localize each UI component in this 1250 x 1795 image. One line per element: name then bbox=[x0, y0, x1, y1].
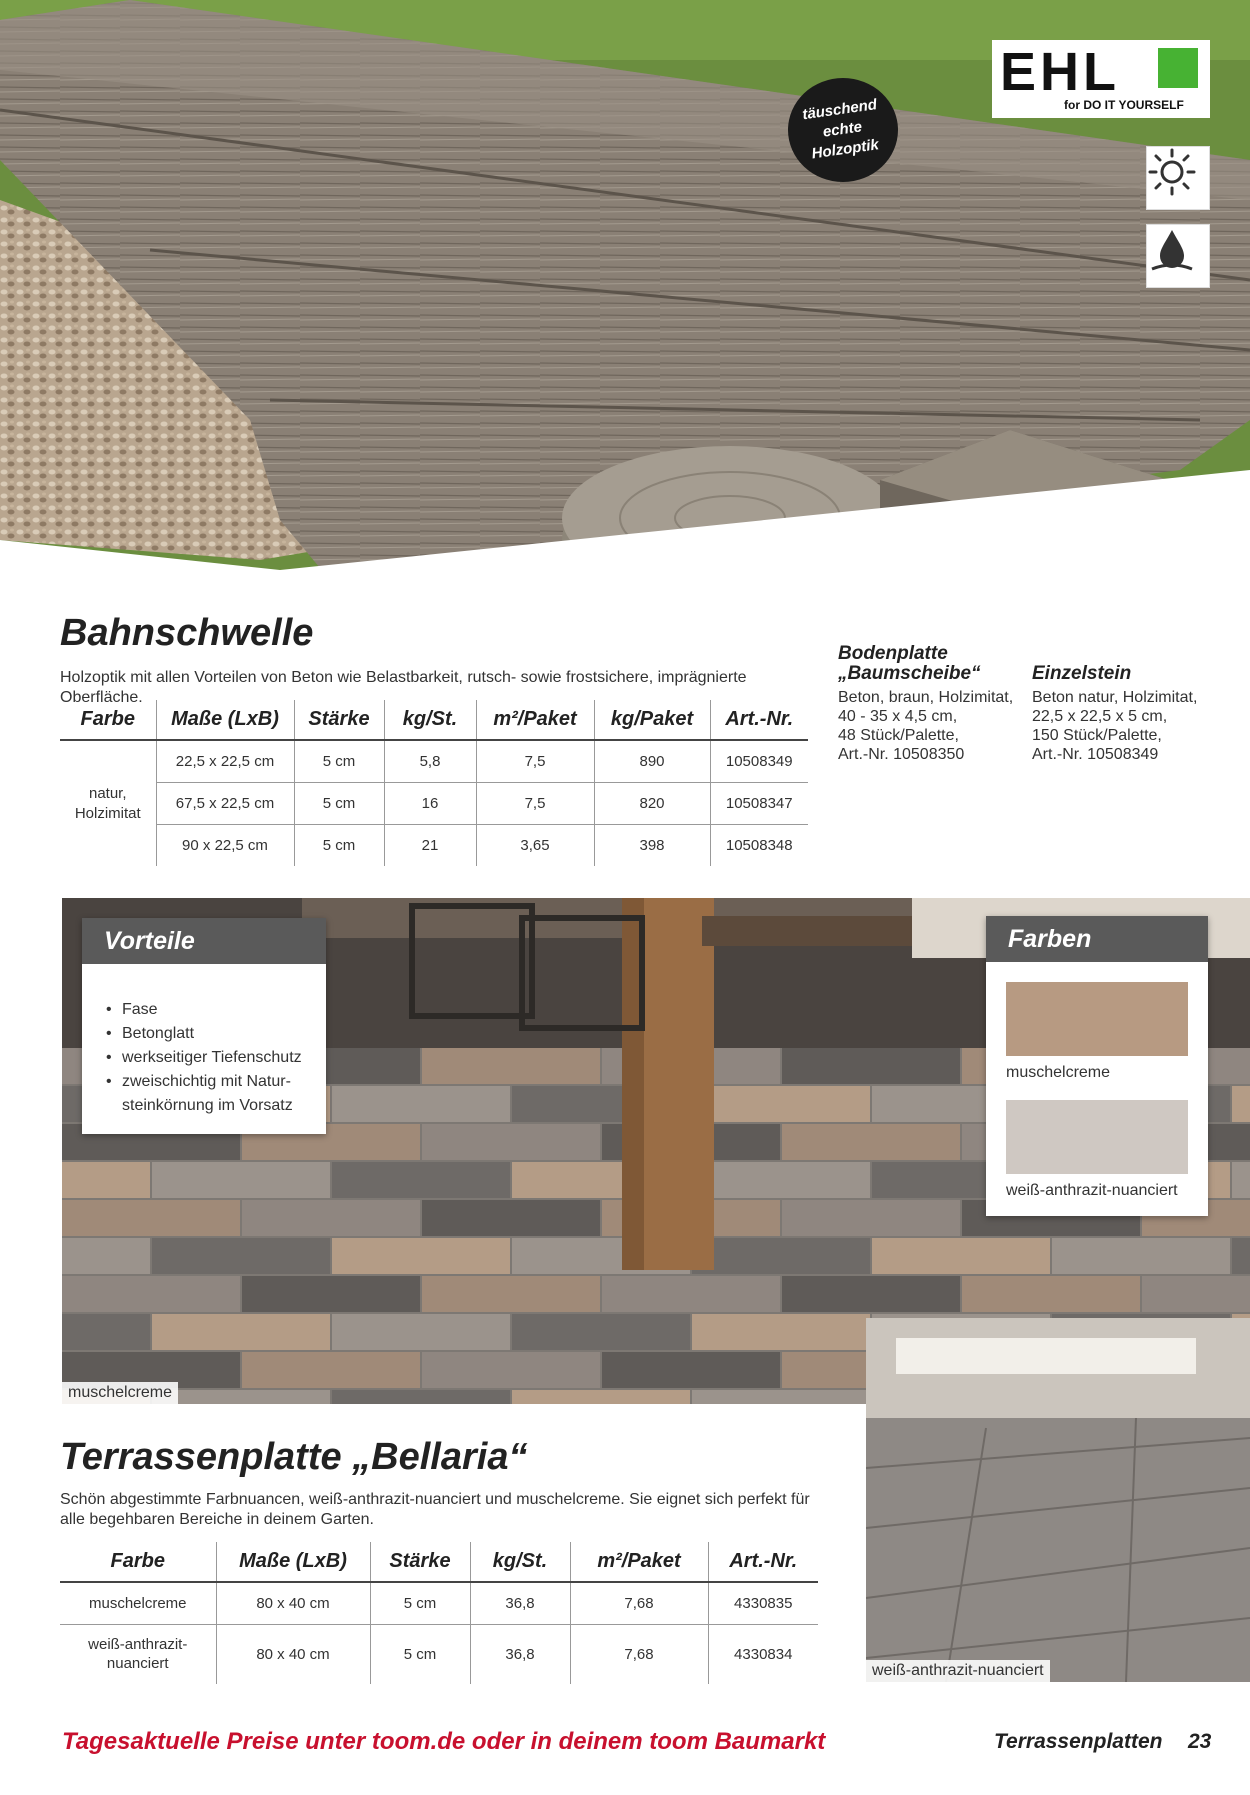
table-cell: 10508347 bbox=[710, 782, 808, 824]
table-cell: 7,5 bbox=[476, 740, 594, 782]
farben-box bbox=[986, 916, 1208, 1216]
sun-icon bbox=[1146, 146, 1210, 210]
table-cell: 5 cm bbox=[294, 824, 384, 866]
page-number: 23 bbox=[1188, 1730, 1212, 1753]
einzelstein-title: Einzelstein bbox=[1032, 663, 1132, 684]
bellaria-title: Terrassenplatte „Bellaria“ bbox=[60, 1436, 528, 1478]
table-cell: 5 cm bbox=[370, 1624, 470, 1684]
list-item: • Fase bbox=[106, 998, 302, 1022]
ehl-logo-subtitle: for DO IT YOURSELF bbox=[1064, 98, 1184, 112]
table-row bbox=[60, 1582, 818, 1624]
swatch-label: weiß-anthrazit-nuanciert bbox=[1006, 1182, 1178, 1199]
table-header: kg/St. bbox=[470, 1542, 570, 1582]
table-cell: 80 x 40 cm bbox=[216, 1624, 370, 1684]
ehl-logo-word: EHL bbox=[1000, 42, 1120, 102]
table-cell: 4330835 bbox=[708, 1582, 818, 1624]
bodenplatte-title: Bodenplatte „Baumscheibe“ bbox=[838, 643, 981, 684]
ehl-logo bbox=[992, 40, 1210, 118]
table-header: Art.-Nr. bbox=[708, 1542, 818, 1582]
table-cell: 36,8 bbox=[470, 1624, 570, 1684]
vorteile-title: Vorteile bbox=[82, 918, 326, 964]
table-cell: 5,8 bbox=[384, 740, 476, 782]
table-header-row bbox=[60, 1542, 818, 1582]
swatch-weiss-anthrazit bbox=[1006, 1100, 1188, 1174]
table-row bbox=[60, 1624, 818, 1684]
table-cell: 7,68 bbox=[570, 1582, 708, 1624]
table-cell: 3,65 bbox=[476, 824, 594, 866]
table-header: Maße (LxB) bbox=[156, 700, 294, 740]
table-header: Maße (LxB) bbox=[216, 1542, 370, 1582]
swatch-muschelcreme bbox=[1006, 982, 1188, 1056]
bellaria-description: Schön abgestimmte Farbnuancen, weiß-anthrazit-nuanciert und muschelcreme. Sie eignet sich perfekt für alle begehbaren Bereiche in deinem Garten. bbox=[60, 1491, 810, 1528]
bahnschwelle-description: Holzoptik mit allen Vorteilen von Beton wie Belastbarkeit, rutsch- sowie frostsichere, imprägnierte Oberfläche. bbox=[60, 669, 747, 706]
swatch-label: muschelcreme bbox=[1006, 1064, 1111, 1081]
table-cell: 7,68 bbox=[570, 1624, 708, 1684]
hero-image bbox=[0, 0, 1250, 640]
table-cell: 36,8 bbox=[470, 1582, 570, 1624]
table-header: m²/Paket bbox=[476, 700, 594, 740]
table-cell: 90 x 22,5 cm bbox=[156, 824, 294, 866]
table-header: m²/Paket bbox=[570, 1542, 708, 1582]
table-header: Art.-Nr. bbox=[710, 700, 808, 740]
table-row bbox=[60, 740, 808, 782]
table-cell: 5 cm bbox=[294, 740, 384, 782]
side-photo-label: weiß-anthrazit-nuanciert bbox=[866, 1660, 1050, 1682]
list-item: • werkseitiger Tiefenschutz bbox=[106, 1046, 302, 1070]
bodenplatte-description: Beton, braun, Holzimitat, 40 - 35 x 4,5 cm, 48 Stück/Palette, Art.-Nr. 10508350 bbox=[838, 689, 1014, 763]
table-cell: 5 cm bbox=[294, 782, 384, 824]
table-row bbox=[60, 782, 808, 824]
list-item: • zweischichtig mit Natur- steinkörnung im Vorsatz bbox=[106, 1070, 302, 1118]
side-photo bbox=[866, 1318, 1250, 1682]
patio-photo-label: muschelcreme bbox=[62, 1382, 178, 1404]
table-cell: 10508349 bbox=[710, 740, 808, 782]
table-cell: 820 bbox=[594, 782, 710, 824]
table-cell: 398 bbox=[594, 824, 710, 866]
footer-promo: Tagesaktuelle Preise unter toom.de oder in deinem toom Baumarkt bbox=[62, 1728, 826, 1755]
table-header: Farbe bbox=[60, 1542, 216, 1582]
table-cell: 4330834 bbox=[708, 1624, 818, 1684]
farben-title: Farben bbox=[986, 916, 1208, 962]
table-header: kg/Paket bbox=[594, 700, 710, 740]
table-cell: 67,5 x 22,5 cm bbox=[156, 782, 294, 824]
bellaria-table bbox=[60, 1542, 818, 1684]
table-cell: 21 bbox=[384, 824, 476, 866]
vorteile-list bbox=[106, 998, 302, 1118]
table-cell: 80 x 40 cm bbox=[216, 1582, 370, 1624]
bahnschwelle-table bbox=[60, 700, 808, 866]
table-row bbox=[60, 824, 808, 866]
table-cell: 10508348 bbox=[710, 824, 808, 866]
table-cell: weiß-anthrazit- nuanciert bbox=[60, 1624, 216, 1684]
holzoptik-badge bbox=[788, 78, 898, 182]
table-header-row bbox=[60, 700, 808, 740]
table-cell: 890 bbox=[594, 740, 710, 782]
holzoptik-badge-text: täuschend echte Holzoptik bbox=[801, 96, 881, 163]
vorteile-box bbox=[82, 918, 326, 1134]
table-header: Stärke bbox=[294, 700, 384, 740]
table-cell: 16 bbox=[384, 782, 476, 824]
table-cell: 7,5 bbox=[476, 782, 594, 824]
einzelstein-description: Beton natur, Holzimitat, 22,5 x 22,5 x 5 cm, 150 Stück/Palette, Art.-Nr. 10508349 bbox=[1032, 689, 1198, 763]
water-drop-icon bbox=[1146, 224, 1210, 288]
footer-section-name: Terrassenplatten bbox=[994, 1730, 1163, 1753]
table-header: Farbe bbox=[60, 700, 156, 740]
list-item: • Betonglatt bbox=[106, 1022, 302, 1046]
table-header: Stärke bbox=[370, 1542, 470, 1582]
table-cell: 22,5 x 22,5 cm bbox=[156, 740, 294, 782]
table-cell-farbe: natur, Holzimitat bbox=[74, 784, 141, 822]
ehl-logo-square bbox=[1158, 48, 1198, 88]
table-cell: 5 cm bbox=[370, 1582, 470, 1624]
table-header: kg/St. bbox=[384, 700, 476, 740]
bahnschwelle-title: Bahnschwelle bbox=[60, 612, 314, 654]
table-cell: muschelcreme bbox=[88, 1594, 187, 1612]
